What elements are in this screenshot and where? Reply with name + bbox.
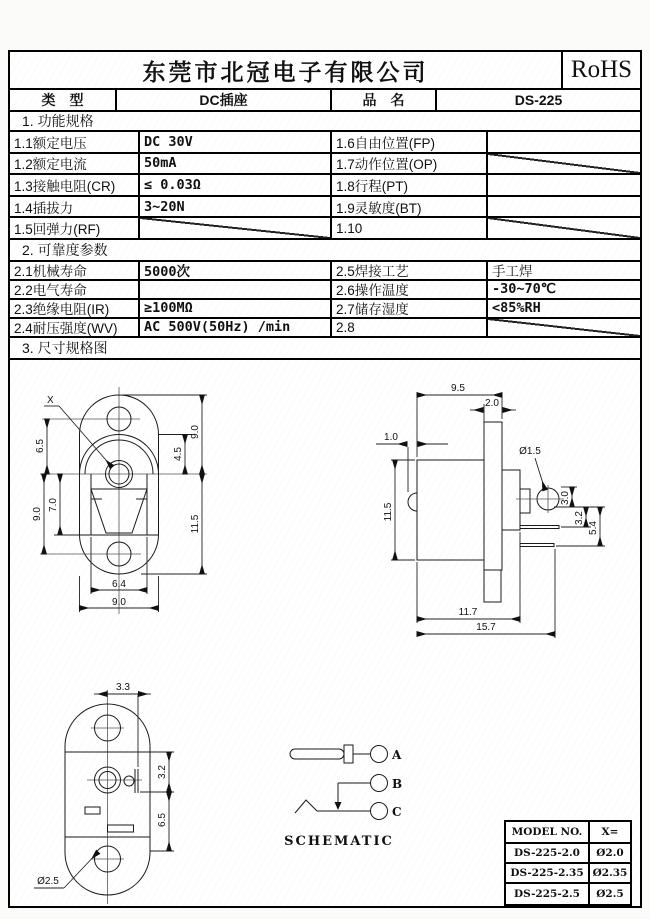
model-no-cell: DS-225-2.0: [506, 844, 590, 864]
dim-11-5-side: 11.5: [383, 502, 394, 522]
spec-cell: 2.2电气寿命: [10, 281, 140, 300]
spec-cell: <85%RH: [488, 300, 640, 319]
dim-dia-2-5: Ø2.5: [37, 876, 59, 887]
dim-3-0: 3.0: [560, 491, 571, 505]
spec-cell: 1.2额定电流: [10, 154, 140, 176]
spec-cell: -30~70℃: [488, 281, 640, 300]
side-view: [376, 383, 605, 638]
front-dimensions: [32, 395, 207, 612]
schematic-pin-c: [295, 800, 402, 820]
bottom-centerlines: [87, 690, 142, 904]
x-marker-label: X: [47, 395, 54, 406]
spec-cell: 5000次: [140, 262, 332, 281]
spec-cell: 1.5回弹力(RF): [10, 218, 140, 240]
datasheet-document: [8, 50, 642, 908]
spec-cell: [488, 175, 640, 197]
bottom-dimensions: [34, 682, 174, 888]
spec-cell: ≥100MΩ: [140, 300, 332, 319]
spec-cell: ≤ 0.03Ω: [140, 175, 332, 197]
pin-b-label: B: [392, 777, 403, 791]
side-dimensions: [376, 383, 605, 638]
spec-cell: 2.5焊接工艺: [332, 262, 488, 281]
model-x-cell: Ø2.0: [590, 844, 630, 864]
x-marker: [44, 395, 112, 467]
spec-table-reliability: [10, 262, 640, 338]
spec-cell: 2.7储存湿度: [332, 300, 488, 319]
rohs-badge: RoHS: [561, 52, 640, 88]
spec-cell-na: [488, 319, 640, 338]
spec-cell: 1.9灵敏度(BT): [332, 197, 488, 219]
product-label: 品 名: [332, 90, 437, 110]
type-value: DC插座: [117, 90, 332, 110]
dim-9-0-left: 9.0: [32, 507, 43, 521]
spec-cell: 1.3接触电阻(CR): [10, 175, 140, 197]
spec-cell: 2.6操作温度: [332, 281, 488, 300]
dim-9-0-bottom: 9.0: [112, 597, 126, 608]
dim-11-5: 11.5: [190, 514, 201, 534]
model-x-cell: Ø2.5: [596, 888, 624, 900]
product-value: DS-225: [514, 92, 563, 108]
dim-9-0-right: 9.0: [190, 425, 201, 439]
model-table-header: X=: [590, 822, 630, 844]
spec-cell: 1.7动作位置(OP): [332, 154, 488, 176]
bottom-view: [34, 682, 174, 904]
dim-5-4: 5.4: [588, 521, 599, 535]
dim-2-0: 2.0: [485, 398, 499, 409]
spec-cell: 1.6自由位置(FP): [332, 132, 488, 154]
dim-dia-1-5: Ø1.5: [519, 446, 541, 457]
dim-3-3: 3.3: [116, 682, 130, 693]
spec-cell: 1.10: [332, 218, 488, 240]
type-label: 类 型: [10, 90, 117, 110]
schematic-title: SCHEMATIC: [284, 834, 394, 849]
model-x-cell: Ø2.35: [590, 864, 630, 884]
dim-15-7: 15.7: [476, 622, 496, 633]
section3-title: 3. 尺寸规格图: [10, 338, 640, 360]
model-no-cell: DS-225-2.35: [506, 864, 590, 884]
spec-cell: 2.4耐压强度(WV): [10, 319, 140, 338]
front-view: [32, 387, 207, 614]
spec-cell: 2.1机械寿命: [10, 262, 140, 281]
dim-1-0: 1.0: [384, 432, 398, 443]
model-table: [504, 820, 632, 906]
type-product-row: [10, 90, 640, 112]
section2-title: 2. 可靠度参数: [10, 240, 640, 262]
dim-3-2-bottom: 3.2: [157, 765, 168, 779]
spec-cell: AC 500V(50Hz) /min: [140, 319, 332, 338]
dim-3-2-side: 3.2: [574, 511, 585, 525]
company-name: 东莞市北冠电子有限公司: [142, 58, 429, 85]
spec-cell-na: [488, 154, 640, 176]
spec-cell-na: [488, 218, 640, 240]
dim-9-5: 9.5: [451, 383, 465, 394]
spec-cell: 2.3绝缘电阻(IR): [10, 300, 140, 319]
spec-cell: 2.8: [332, 319, 488, 338]
dim-7-0: 7.0: [48, 498, 59, 512]
dim-4-5: 4.5: [173, 447, 184, 461]
pin-a-label: A: [392, 748, 402, 762]
spec-cell: 3~20N: [140, 197, 332, 219]
model-no-cell: DS-225-2.5: [506, 884, 590, 904]
dim-11-7: 11.7: [458, 607, 478, 618]
schematic: [284, 745, 402, 849]
spec-table-functional: [10, 132, 640, 240]
spec-cell: [488, 197, 640, 219]
spec-cell: DC 30V: [140, 132, 332, 154]
spec-cell: [488, 132, 640, 154]
spec-cell: [140, 281, 332, 300]
dim-6-5: 6.5: [35, 439, 46, 453]
spec-cell: 50mA: [140, 154, 332, 176]
dim-6-4: 6.4: [112, 579, 126, 590]
spec-cell: 1.8行程(PT): [332, 175, 488, 197]
spec-cell: 手工焊: [488, 262, 640, 281]
dim-6-5-bottom: 6.5: [157, 813, 168, 827]
spec-cell: 1.1额定电压: [10, 132, 140, 154]
section1-title: 1. 功能规格: [10, 112, 640, 132]
schematic-pin-a: [290, 745, 402, 763]
title-row: [10, 52, 640, 90]
spec-cell-na: [140, 218, 332, 240]
model-table-header: MODEL NO.: [506, 822, 590, 844]
spec-cell: 1.4插拔力: [10, 197, 140, 219]
pin-c-label: C: [392, 805, 402, 819]
